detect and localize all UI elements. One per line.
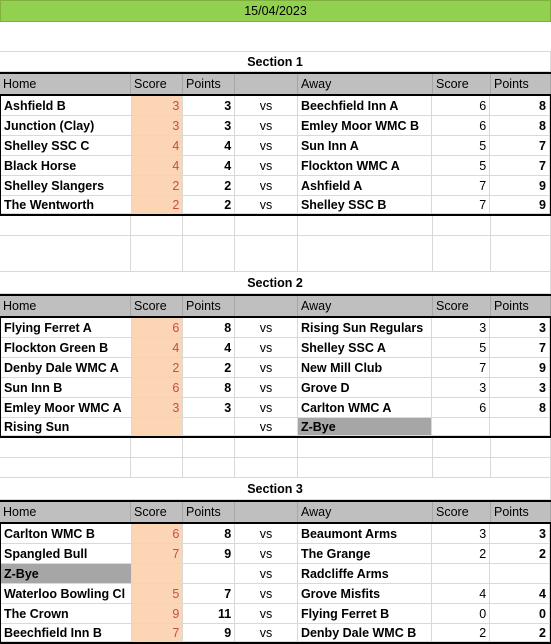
empty-cell[interactable]: [491, 216, 551, 236]
empty-cell[interactable]: [131, 458, 183, 478]
header-blank[interactable]: [235, 502, 298, 522]
home-score[interactable]: [132, 564, 184, 584]
empty-cell[interactable]: [0, 236, 131, 272]
header-row: [0, 294, 551, 318]
home-team[interactable]: Junction (Clay): [1, 116, 132, 136]
section-title-row: [0, 478, 551, 500]
empty-cell[interactable]: [298, 236, 433, 272]
away-points[interactable]: 7: [490, 338, 550, 358]
home-points[interactable]: 11: [183, 604, 235, 624]
away-team[interactable]: The Grange: [298, 544, 432, 564]
away-score[interactable]: 7: [432, 358, 490, 378]
vs-label[interactable]: vs: [235, 378, 298, 398]
home-points[interactable]: 3: [183, 398, 235, 418]
header-score[interactable]: Score: [131, 296, 183, 316]
blank-row: [0, 438, 551, 458]
away-points[interactable]: 2: [490, 544, 550, 564]
vs-label[interactable]: vs: [235, 564, 298, 584]
home-score[interactable]: 2: [132, 196, 184, 214]
blank-row: [0, 216, 551, 236]
match-row: [0, 564, 551, 584]
empty-cell[interactable]: [0, 438, 131, 458]
vs-label[interactable]: vs: [235, 196, 298, 214]
home-points[interactable]: 2: [183, 176, 235, 196]
away-team[interactable]: Shelley SSC B: [298, 196, 432, 214]
home-score[interactable]: 3: [132, 116, 184, 136]
header-home[interactable]: Home: [0, 296, 131, 316]
match-row: [0, 378, 551, 398]
away-team[interactable]: Carlton WMC A: [298, 398, 432, 418]
empty-cell[interactable]: [183, 216, 235, 236]
vs-label[interactable]: vs: [235, 318, 298, 338]
home-team[interactable]: The Wentworth: [1, 196, 132, 214]
header-away-score[interactable]: Score: [433, 502, 491, 522]
vs-label[interactable]: vs: [235, 156, 298, 176]
header-away-points[interactable]: Points: [491, 74, 551, 94]
away-points[interactable]: 4: [490, 584, 550, 604]
vs-label[interactable]: vs: [235, 176, 298, 196]
home-team[interactable]: Beechfield Inn B: [1, 624, 132, 642]
home-score[interactable]: 4: [132, 136, 184, 156]
away-score[interactable]: 0: [432, 604, 490, 624]
home-points[interactable]: 2: [183, 358, 235, 378]
header-points[interactable]: Points: [183, 296, 235, 316]
home-score[interactable]: 5: [132, 584, 184, 604]
header-home[interactable]: Home: [0, 502, 131, 522]
home-points[interactable]: [183, 418, 235, 436]
home-team[interactable]: Black Horse: [1, 156, 132, 176]
empty-cell[interactable]: [183, 236, 235, 272]
home-team[interactable]: Waterloo Bowling Cl: [1, 584, 132, 604]
section-title[interactable]: Section 3: [0, 478, 551, 500]
home-points[interactable]: 4: [183, 136, 235, 156]
away-points[interactable]: 0: [490, 604, 550, 624]
spacer-row: [0, 22, 551, 52]
away-team[interactable]: Shelley SSC A: [298, 338, 432, 358]
home-points[interactable]: 3: [183, 96, 235, 116]
match-row: [0, 358, 551, 378]
empty-cell[interactable]: [183, 438, 235, 458]
header-blank[interactable]: [235, 74, 298, 94]
match-row: [0, 176, 551, 196]
away-score[interactable]: 3: [432, 524, 490, 544]
empty-cell[interactable]: [433, 458, 491, 478]
vs-label[interactable]: vs: [235, 116, 298, 136]
header-home[interactable]: Home: [0, 74, 131, 94]
home-score[interactable]: 6: [132, 378, 184, 398]
away-score[interactable]: 3: [432, 378, 490, 398]
header-away-score[interactable]: Score: [433, 296, 491, 316]
away-points[interactable]: 7: [490, 156, 550, 176]
match-row: [0, 418, 551, 438]
home-team[interactable]: Sun Inn B: [1, 378, 132, 398]
header-away-points[interactable]: Points: [491, 502, 551, 522]
home-score[interactable]: 7: [132, 544, 184, 564]
away-points[interactable]: [490, 564, 550, 584]
empty-cell[interactable]: [183, 458, 235, 478]
away-team[interactable]: Z-Bye: [298, 418, 432, 436]
home-team[interactable]: Emley Moor WMC A: [1, 398, 132, 418]
away-team[interactable]: Beechfield Inn A: [298, 96, 432, 116]
empty-cell[interactable]: [235, 216, 298, 236]
away-team[interactable]: New Mill Club: [298, 358, 432, 378]
home-team[interactable]: Shelley SSC C: [1, 136, 132, 156]
match-row: [0, 544, 551, 564]
section-title[interactable]: Section 2: [0, 272, 551, 294]
empty-cell[interactable]: [491, 236, 551, 272]
header-row: [0, 500, 551, 524]
match-row: [0, 318, 551, 338]
header-score[interactable]: Score: [131, 74, 183, 94]
home-points[interactable]: 8: [183, 524, 235, 544]
home-points[interactable]: 8: [183, 318, 235, 338]
vs-label[interactable]: vs: [235, 524, 298, 544]
header-away[interactable]: Away: [298, 296, 433, 316]
away-score[interactable]: 4: [432, 584, 490, 604]
blank-row: [0, 236, 551, 272]
away-score[interactable]: [432, 418, 490, 436]
match-row: [0, 196, 551, 216]
section-title-row: [0, 272, 551, 294]
header-row: [0, 72, 551, 96]
vs-label[interactable]: vs: [235, 338, 298, 358]
blank-row: [0, 458, 551, 478]
match-row: [0, 96, 551, 116]
home-points[interactable]: 7: [183, 584, 235, 604]
home-points[interactable]: 9: [183, 624, 235, 642]
away-score[interactable]: 6: [432, 96, 490, 116]
header-away-points[interactable]: Points: [491, 296, 551, 316]
away-score[interactable]: 7: [432, 196, 490, 214]
home-team[interactable]: Ashfield B: [1, 96, 132, 116]
empty-cell[interactable]: [235, 458, 298, 478]
date-row: [0, 0, 551, 22]
home-team[interactable]: Rising Sun: [1, 418, 132, 436]
away-team[interactable]: Grove D: [298, 378, 432, 398]
away-points[interactable]: 8: [490, 116, 550, 136]
home-score[interactable]: 4: [132, 338, 184, 358]
empty-cell[interactable]: [235, 236, 298, 272]
empty-cell[interactable]: [298, 216, 433, 236]
away-team[interactable]: Emley Moor WMC B: [298, 116, 432, 136]
away-score[interactable]: 5: [432, 156, 490, 176]
home-team[interactable]: Spangled Bull: [1, 544, 132, 564]
away-points[interactable]: 9: [490, 358, 550, 378]
home-score[interactable]: [132, 418, 184, 436]
header-score[interactable]: Score: [131, 502, 183, 522]
away-score[interactable]: 5: [432, 338, 490, 358]
away-points[interactable]: 7: [490, 136, 550, 156]
away-points[interactable]: 3: [490, 524, 550, 544]
home-team[interactable]: Carlton WMC B: [1, 524, 132, 544]
date-cell[interactable]: 15/04/2023: [0, 0, 551, 22]
vs-label[interactable]: vs: [235, 544, 298, 564]
header-points[interactable]: Points: [183, 502, 235, 522]
match-row: [0, 136, 551, 156]
empty-cell[interactable]: [491, 438, 551, 458]
away-score[interactable]: 2: [432, 544, 490, 564]
match-row: [0, 398, 551, 418]
match-row: [0, 338, 551, 358]
header-away[interactable]: Away: [298, 74, 433, 94]
match-row: [0, 624, 551, 644]
away-team[interactable]: Beaumont Arms: [298, 524, 432, 544]
home-score[interactable]: 3: [132, 96, 184, 116]
away-team[interactable]: Flying Ferret B: [298, 604, 432, 624]
home-team[interactable]: The Crown: [1, 604, 132, 624]
vs-label[interactable]: vs: [235, 584, 298, 604]
match-row: [0, 584, 551, 604]
away-points[interactable]: 3: [490, 378, 550, 398]
away-points[interactable]: 8: [490, 398, 550, 418]
home-score[interactable]: 2: [132, 358, 184, 378]
away-points[interactable]: 3: [490, 318, 550, 338]
home-points[interactable]: 3: [183, 116, 235, 136]
home-score[interactable]: 7: [132, 624, 184, 642]
vs-label[interactable]: vs: [235, 398, 298, 418]
empty-cell[interactable]: [131, 216, 183, 236]
home-score[interactable]: 4: [132, 156, 184, 176]
away-team[interactable]: Denby Dale WMC B: [298, 624, 432, 642]
empty-cell[interactable]: [491, 458, 551, 478]
vs-label[interactable]: vs: [235, 624, 298, 642]
home-team[interactable]: Shelley Slangers: [1, 176, 132, 196]
away-score[interactable]: 6: [432, 398, 490, 418]
home-team[interactable]: Flying Ferret A: [1, 318, 132, 338]
away-team[interactable]: Flockton WMC A: [298, 156, 432, 176]
home-points[interactable]: 8: [183, 378, 235, 398]
match-row: [0, 156, 551, 176]
away-score[interactable]: 6: [432, 116, 490, 136]
empty-cell[interactable]: [0, 22, 551, 52]
vs-label[interactable]: vs: [235, 96, 298, 116]
vs-label[interactable]: vs: [235, 358, 298, 378]
vs-label[interactable]: vs: [235, 604, 298, 624]
empty-cell[interactable]: [235, 438, 298, 458]
empty-cell[interactable]: [298, 438, 433, 458]
away-score[interactable]: 2: [432, 624, 490, 642]
match-row: [0, 116, 551, 136]
away-points[interactable]: 8: [490, 96, 550, 116]
away-team[interactable]: Grove Misfits: [298, 584, 432, 604]
away-points[interactable]: 9: [490, 196, 550, 214]
vs-label[interactable]: vs: [235, 136, 298, 156]
empty-cell[interactable]: [433, 216, 491, 236]
away-points[interactable]: 9: [490, 176, 550, 196]
away-team[interactable]: Rising Sun Regulars: [298, 318, 432, 338]
empty-cell[interactable]: [433, 236, 491, 272]
empty-cell[interactable]: [0, 458, 131, 478]
home-team[interactable]: Z-Bye: [1, 564, 132, 584]
away-score[interactable]: [432, 564, 490, 584]
away-points[interactable]: 2: [490, 624, 550, 642]
away-team[interactable]: Ashfield A: [298, 176, 432, 196]
home-points[interactable]: [183, 564, 235, 584]
away-score[interactable]: 3: [432, 318, 490, 338]
empty-cell[interactable]: [131, 236, 183, 272]
home-score[interactable]: 3: [132, 398, 184, 418]
away-team[interactable]: Sun Inn A: [298, 136, 432, 156]
section-title-row: [0, 52, 551, 72]
vs-label[interactable]: vs: [235, 418, 298, 436]
away-team[interactable]: Radcliffe Arms: [298, 564, 432, 584]
home-score[interactable]: 2: [132, 176, 184, 196]
home-team[interactable]: Denby Dale WMC A: [1, 358, 132, 378]
home-score[interactable]: 9: [132, 604, 184, 624]
empty-cell[interactable]: [131, 438, 183, 458]
section-title[interactable]: Section 1: [0, 52, 551, 72]
header-away[interactable]: Away: [298, 502, 433, 522]
match-row: [0, 524, 551, 544]
header-away-score[interactable]: Score: [433, 74, 491, 94]
home-points[interactable]: 4: [183, 338, 235, 358]
away-score[interactable]: 7: [432, 176, 490, 196]
header-blank[interactable]: [235, 296, 298, 316]
home-points[interactable]: 9: [183, 544, 235, 564]
empty-cell[interactable]: [0, 216, 131, 236]
empty-cell[interactable]: [433, 438, 491, 458]
empty-cell[interactable]: [298, 458, 433, 478]
away-score[interactable]: 5: [432, 136, 490, 156]
home-team[interactable]: Flockton Green B: [1, 338, 132, 358]
home-score[interactable]: 6: [132, 524, 184, 544]
header-points[interactable]: Points: [183, 74, 235, 94]
home-points[interactable]: 2: [183, 196, 235, 214]
home-score[interactable]: 6: [132, 318, 184, 338]
away-points[interactable]: [490, 418, 550, 436]
match-row: [0, 604, 551, 624]
home-points[interactable]: 4: [183, 156, 235, 176]
